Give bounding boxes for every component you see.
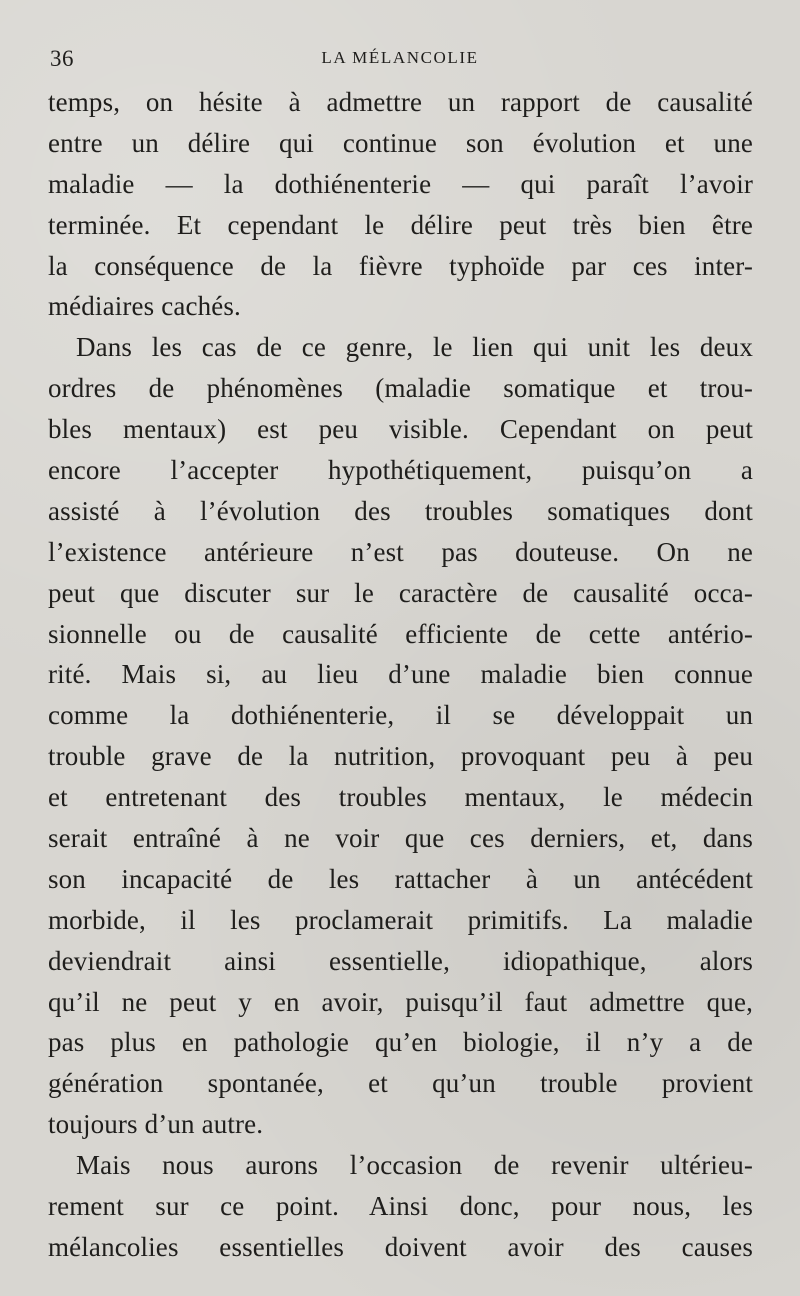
text-line: rement sur ce point. Ainsi donc, pour nous, les: [48, 1191, 753, 1222]
running-title: LA MÉLANCOLIE: [321, 48, 479, 67]
text-line: temps, on hésite à admettre un rapport de causalité: [48, 87, 753, 117]
text-line: serait entraîné à ne voir que ces derniers, et, dans: [48, 823, 753, 854]
text-line: sionnelle ou de causalité efficiente de cette antério-: [48, 618, 753, 649]
text-line: comme la dothiénenterie, il se développait un: [48, 700, 753, 731]
text-line: deviendrait ainsi essentielle, idiopathique, alors: [48, 945, 753, 976]
text-line: pas plus en pathologie qu’en biologie, il n’y a de: [48, 1027, 753, 1058]
text-line: qu’il ne peut y en avoir, puisqu’il faut admettre que,: [48, 986, 753, 1017]
text-line: génération spontanée, et qu’un trouble provient: [48, 1068, 753, 1099]
text-line: et entretenant des troubles mentaux, le médecin: [48, 782, 753, 813]
text-line: entre un délire qui continue son évolution et une: [48, 127, 753, 158]
text-line: toujours d’un autre.: [48, 1109, 264, 1140]
body-text: [48, 82, 753, 1268]
text-line: bles mentaux) est peu visible. Cependant on peut: [48, 414, 753, 445]
text-line: maladie — la dothiénenterie — qui paraît l’avoir: [48, 168, 753, 199]
text-line: trouble grave de la nutrition, provoquant peu à peu: [48, 741, 753, 772]
text-line: terminée. Et cependant le délire peut très bien être: [48, 209, 753, 240]
text-line: encore l’accepter hypothétiquement, puisqu’on a: [48, 455, 753, 486]
text-line: ordres de phénomènes (maladie somatique et trou-: [48, 373, 753, 404]
page-header: [48, 46, 752, 74]
text-line: son incapacité de les rattacher à un antécédent: [48, 863, 753, 894]
text-line: peut que discuter sur le caractère de causalité occa-: [48, 577, 753, 608]
text-line: rité. Mais si, au lieu d’une maladie bien connue: [48, 659, 753, 690]
text-line: l’existence antérieure n’est pas douteuse. On ne: [48, 536, 753, 567]
text-line: assisté à l’évolution des troubles somatiques dont: [48, 495, 753, 526]
text-line: morbide, il les proclamerait primitifs. La maladie: [48, 904, 753, 935]
text-line: mélancolies essentielles doivent avoir des causes: [48, 1231, 753, 1262]
paragraph-start-line: Dans les cas de ce genre, le lien qui unit les deux: [76, 332, 753, 363]
paragraph-start-line: Mais nous aurons l’occasion de revenir ultérieu-: [76, 1150, 753, 1181]
text-line: médiaires cachés.: [48, 291, 241, 322]
text-line: la conséquence de la fièvre typhoïde par ces inter-: [48, 250, 753, 281]
page-number: 36: [50, 46, 74, 71]
